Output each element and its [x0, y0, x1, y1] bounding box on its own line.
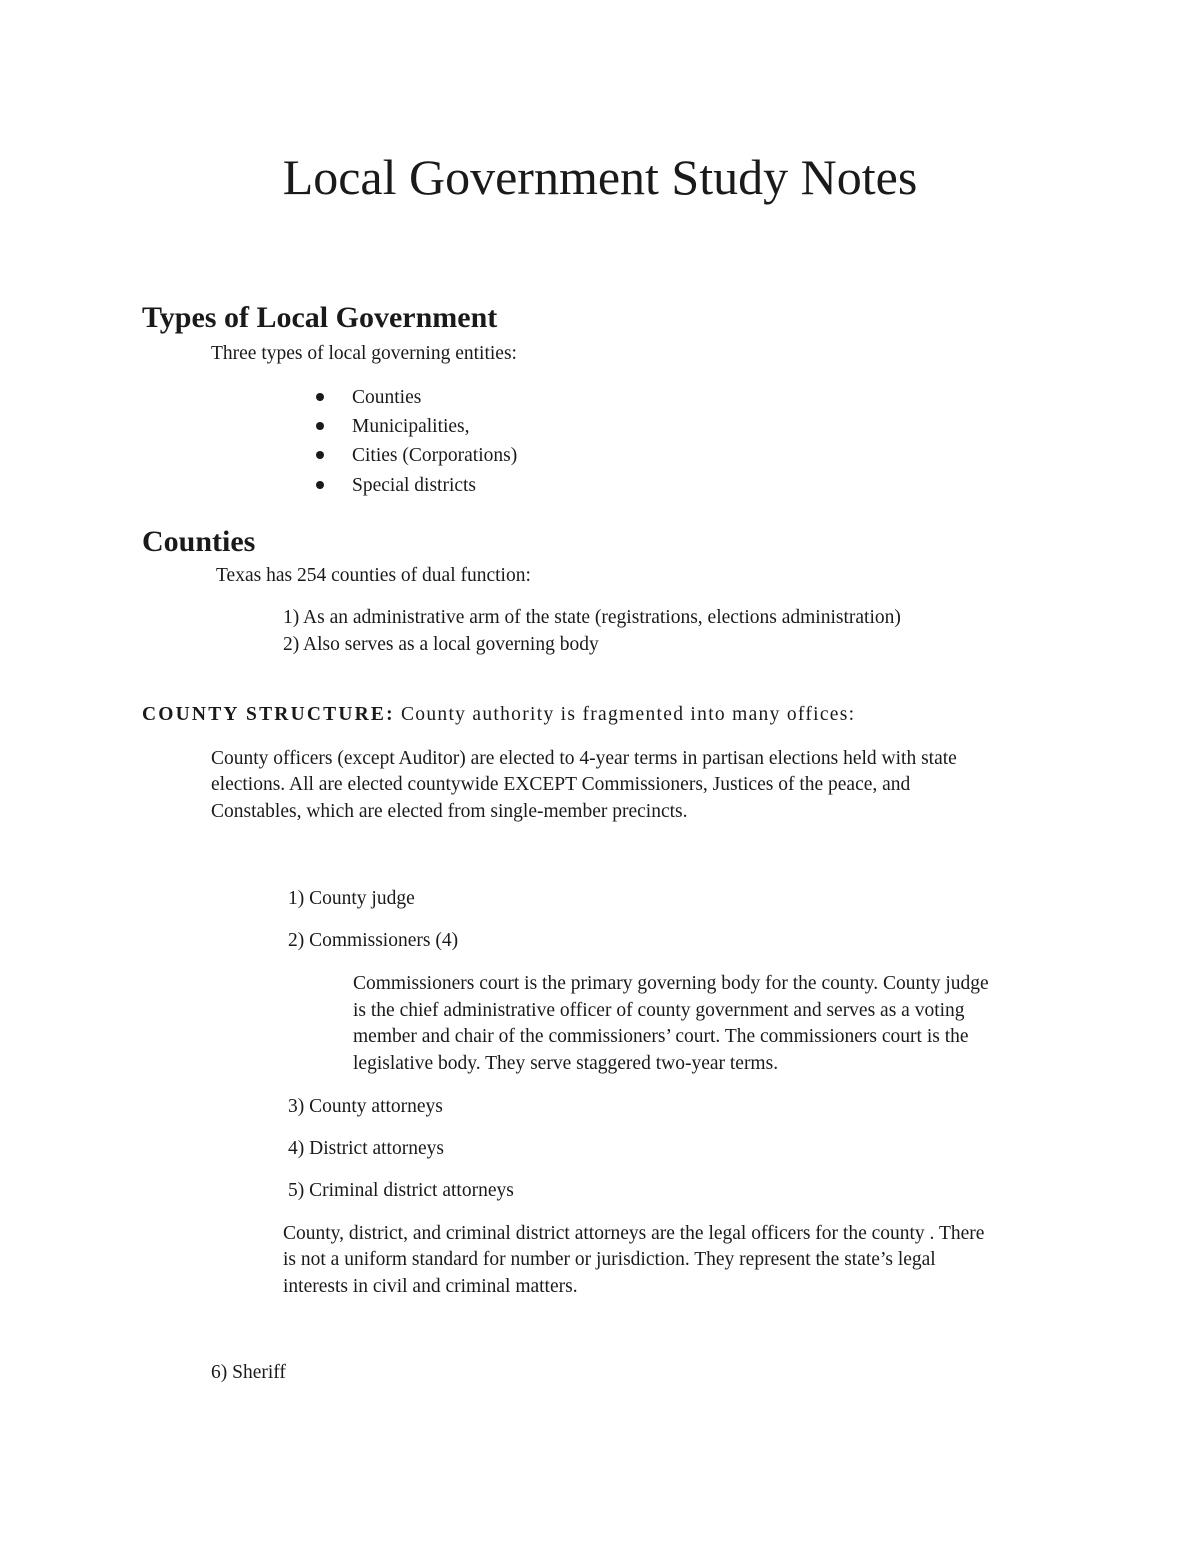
office-district-attorneys: 4) District attorneys — [288, 1138, 444, 1159]
county-structure-line — [142, 701, 855, 728]
heading-counties: Counties — [142, 525, 256, 558]
heading-types-of-local-government: Types of Local Government — [142, 301, 498, 334]
commissioners-note-line: is the chief administrative officer of county government and serves as a voting — [353, 1000, 965, 1021]
list-item: Special districts — [352, 475, 477, 496]
office-criminal-district-attorneys: 5) Criminal district attorneys — [288, 1180, 514, 1201]
office-county-attorneys: 3) County attorneys — [288, 1096, 443, 1117]
attorneys-note-line: interests in civil and criminal matters. — [283, 1276, 578, 1297]
office-county-judge: 1) County judge — [288, 888, 415, 909]
commissioners-note-line: legislative body. They serve staggered two-year terms. — [353, 1053, 779, 1074]
attorneys-note-line: County, district, and criminal district attorneys are the legal officers for the county . There — [283, 1223, 985, 1244]
list-item: Counties — [352, 387, 422, 408]
structure-paragraph-line: elections. All are elected countywide EXCEPT Commissioners, Justices of the peace, and — [211, 774, 911, 795]
structure-paragraph-line: Constables, which are elected from single-member precincts. — [211, 801, 688, 822]
page-title: Local Government Study Notes — [282, 149, 918, 205]
county-structure-label: COUNTY STRUCTURE: — [142, 704, 395, 725]
county-function-1: 1) As an administrative arm of the state (registrations, elections administration) — [283, 607, 901, 628]
counties-intro: Texas has 254 counties of dual function: — [216, 565, 531, 586]
county-function-2: 2) Also serves as a local governing body — [283, 634, 599, 655]
county-structure-text: County authority is fragmented into many offices: — [394, 704, 856, 725]
list-item: Cities (Corporations) — [352, 445, 518, 466]
bullet-dot — [316, 422, 324, 430]
attorneys-note-line: is not a uniform standard for number or jurisdiction. They represent the state’s legal — [283, 1249, 936, 1270]
list-item: Municipalities, — [352, 416, 470, 437]
office-commissioners: 2) Commissioners (4) — [288, 930, 459, 951]
commissioners-note-line: Commissioners court is the primary governing body for the county. County judge — [353, 973, 989, 994]
structure-paragraph-line: County officers (except Auditor) are elected to 4-year terms in partisan elections held with state — [211, 748, 957, 769]
commissioners-note-line: member and chair of the commissioners’ court. The commissioners court is the — [353, 1026, 969, 1047]
bullet-dot — [316, 451, 324, 459]
types-intro: Three types of local governing entities: — [211, 343, 517, 364]
office-sheriff: 6) Sheriff — [211, 1362, 286, 1383]
bullet-dot — [316, 393, 324, 401]
bullet-dot — [316, 481, 324, 489]
